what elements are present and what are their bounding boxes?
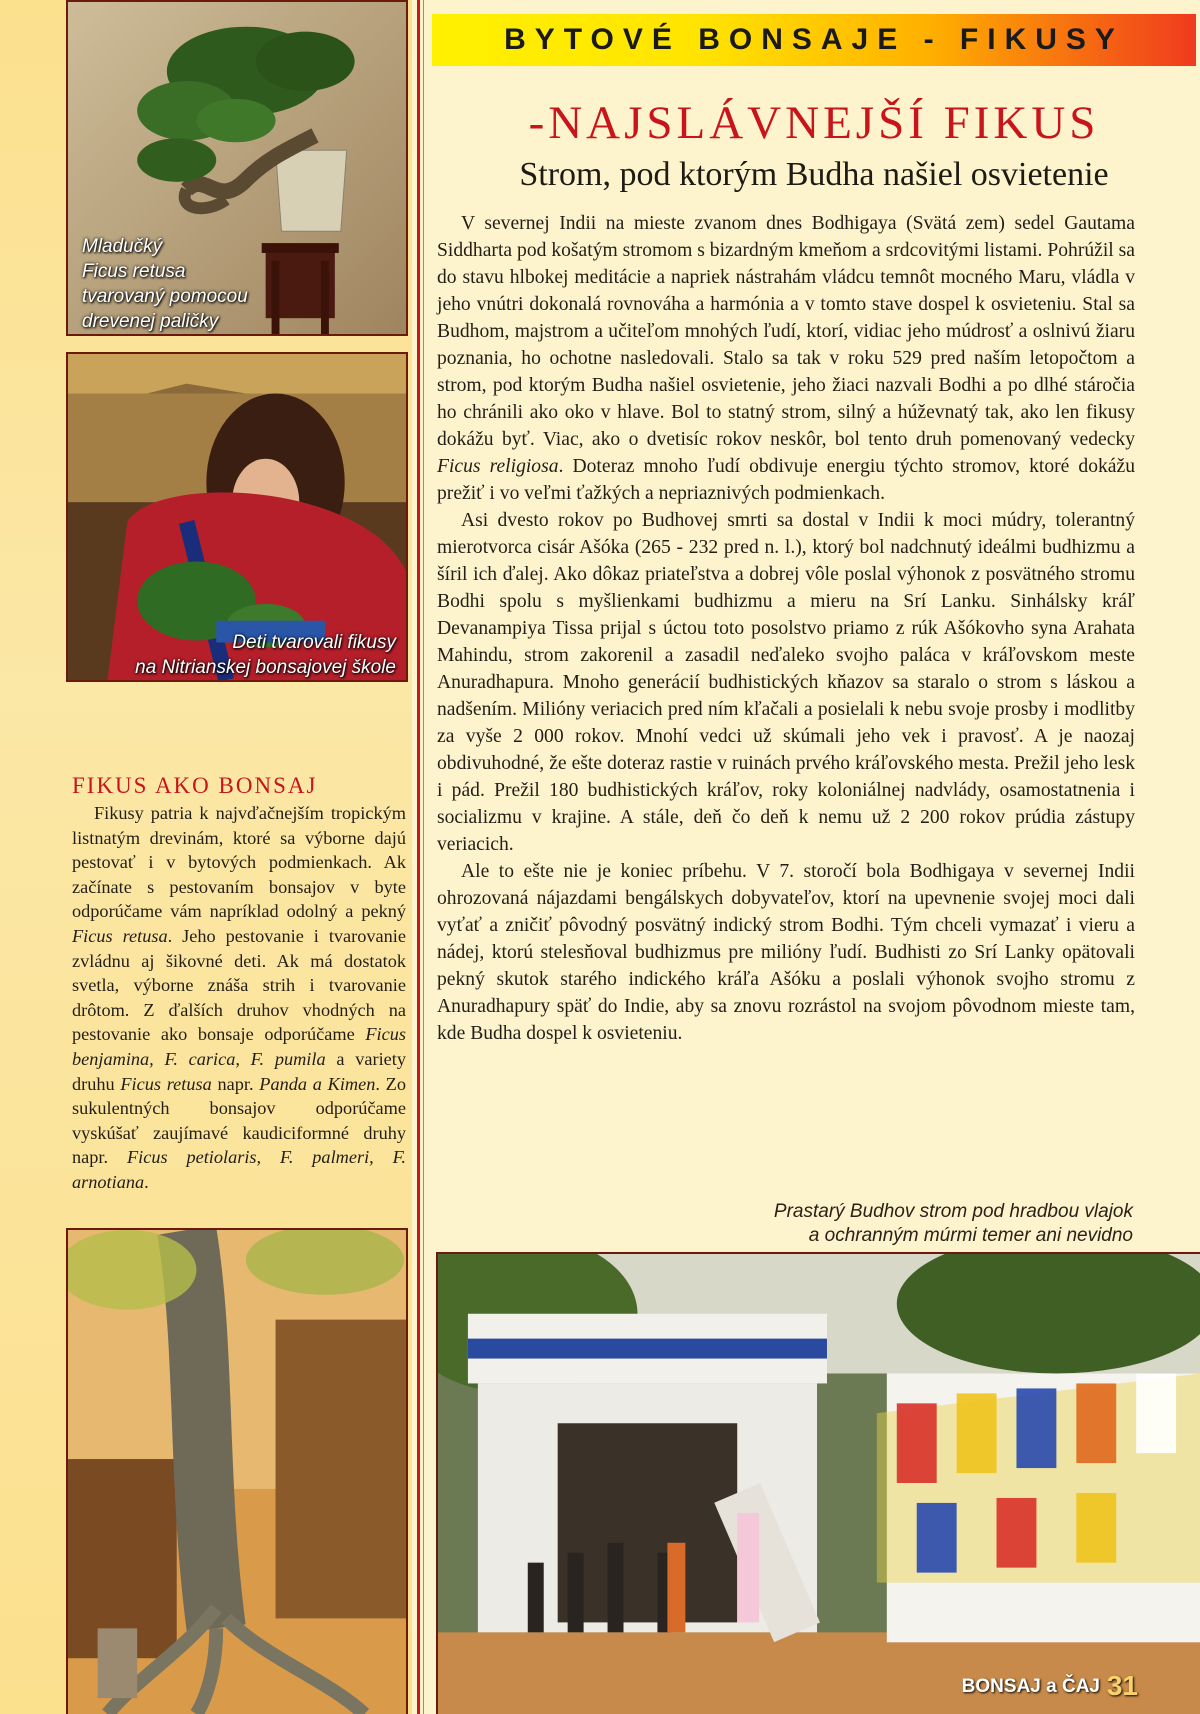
caption-line: a ochranným múrmi temer ani nevidno <box>808 1225 1133 1246</box>
sidebar-heading: FIKUS AKO BONSAJ <box>72 773 318 798</box>
article-paragraph: Asi dvesto rokov po Budhovej smrti sa dostal v Indii k moci múdry, tolerantný mierotvorca cisár Ašóka (265 - 232 pred n. l.), ktorý bol nadchnutý ideálmi budhizmu a šíril ich ďalej. Ako dôkaz priateľstva a dobrej vôle poslal výhonok z posvätného stromu Bodhi spolu s myšlienkami budhizmu a mieru na Srí Lanku. Sinhálsky kráľ Devanampiya Tissa prijal s úctou toto posolstvo priamo z rúk Ašókovho syna Arahata Mahindu, strom zakorenil a zasadil neďaleko svojho paláca v kráľovskom meste Anuradhapura. Mnoho generácií budhistických kňazov sa staralo o strom s láskou a nadšením. Milióny veriacich pred ním kľačali a posielali k nebu svoje prosby i modlitby za vyše 2 000 rokov. Mnohí vedci už skúmali jeho vek i pravosť. A je naozaj obdivuhodné, že ešte doteraz rastie v ruinách prvého kráľovského mesta. Prežil jeho lesk i pád. Prežil 180 budhistických kráľov, roky koloniálnej nadvlády, osamostatnenia i socializmu v krajine. A stále, deň čo deň k nemu už 2 200 rokov prúdia zástupy veriacich. <box>437 510 1135 855</box>
caption-line: Prastarý Budhov strom pod hradbou vlajok <box>773 1201 1133 1222</box>
caption-line: Deti tvarovali fikusy <box>232 632 396 653</box>
section-header-title: BYTOVÉ BONSAJE - FIKUSY <box>504 23 1124 56</box>
article-paragraph: V severnej Indii na mieste zvanom dnes Bodhigaya (Svätá zem) sedel Gautama Siddharta pod košatým stromom s bizardným kmeňom a srdcovitými listami. Pohrúžil sa do stavu hlbokej meditácie a napriek nástrahám vládcu temnôt mocného Maru, vládla v jeho vnútri dokonalá rovnováha a harmónia a v tomto stave dospel k osvieteniu. Stal sa Budhom, majstrom a učiteľom mnohých ľudí, ktorí, vidiac jeho múdrosť a oslnivú žiaru poznania, ho ochotne nasledovali. Stalo sa tak v roku 529 pred naším letopočtom a strom, pod ktorým Budha našiel osvietenie, jeho žiaci nazvali Bodhi a po dlhé stáročia ho chránili ako oko v hlave. Bol to statný strom, silný a húževnatý tak, ako len fikusy dokážu byť. Viac, ako o dvetisíc rokov neskôr, bol tento druh pomenovaný vedecky Ficus religiosa. Doteraz mnoho ľudí obdivuje energiu týchto stromov, ktoré dokážu prežiť i vo veľmi ťažkých a nepriaznivých podmienkach. <box>437 213 1135 504</box>
article-body <box>437 210 1135 1047</box>
temple-photo <box>436 1252 1200 1714</box>
caption-line: drevenej paličky <box>82 311 219 332</box>
column-divider-thin <box>423 0 424 1714</box>
caption-line: tvarovaný pomocou <box>82 286 248 307</box>
children-photo <box>66 352 408 682</box>
children-caption <box>135 630 396 680</box>
caption-line: Ficus retusa <box>82 261 186 282</box>
magazine-brand: BONSAJ a ČAJ <box>961 1676 1100 1697</box>
article-paragraph: Ale to ešte nie je koniec príbehu. V 7. storočí bola Bodhigaya v severnej Indii ohrozovaná nájazdami bengálskych dobyvateľov, ktorí na upevnenie svojej moci dali vyťať a zničiť pôvodný posvätný indický strom Bodhi. Tým chceli vymazať i vieru a nádej, ktorú stelesňoval budhizmus pre milióny ľudí. Budhisti zo Srí Lanky opätovali pekný skutok starého indického kráľa Ašóku a poslali výhonok svojho stromu z Anuradhapury späť do Indie, aby sa znovu rozrástol na svojom pôvodnom mieste tam, kde Budha dospel k osvieteniu. <box>437 861 1135 1044</box>
page-number: 31 <box>1106 1670 1138 1701</box>
tree-roots-photo <box>66 1228 408 1714</box>
caption-line: na Nitrianskej bonsajovej škole <box>135 657 396 678</box>
sidebar-text <box>72 801 406 1195</box>
caption-line: Mladučký <box>82 236 163 257</box>
section-header-band <box>432 14 1196 66</box>
bonsai-photo <box>66 0 408 336</box>
article-subtitle: Strom, pod ktorým Budha našiel osvietenie <box>519 156 1109 193</box>
article-title: -NAJSLÁVNEJŠÍ FIKUS <box>528 97 1100 149</box>
bonsai-caption <box>82 234 248 334</box>
column-divider <box>417 0 420 1714</box>
sidebar-paragraph: Fikusy patria k najvďačnejším tropickým listnatým drevinám, ktoré sa výborne dajú pestovať i v bytových podmienkach. Ak začínate s pestovaním bonsajov v byte odporúčame vám napríklad odolný a pekný Ficus retusa. Jeho pestovanie i tvarovanie zvládnu aj šikovné deti. Ak má dostatok svetla, výborne znáša strih i tvarovanie drôtom. Z ďalších druhov vhodných na pestovanie ako bonsaje odporúčame Ficus benjamina, F. carica, F. pumila a variety druhu Ficus retusa napr. Panda a Kimen. Zo sukulentných bonsajov odporúčame vyskúšať zaujímavé kaudiciformné druhy napr. Ficus petiolaris, F. palmeri, F. arnotiana. <box>72 803 407 1192</box>
temple-caption <box>774 1200 1133 1248</box>
